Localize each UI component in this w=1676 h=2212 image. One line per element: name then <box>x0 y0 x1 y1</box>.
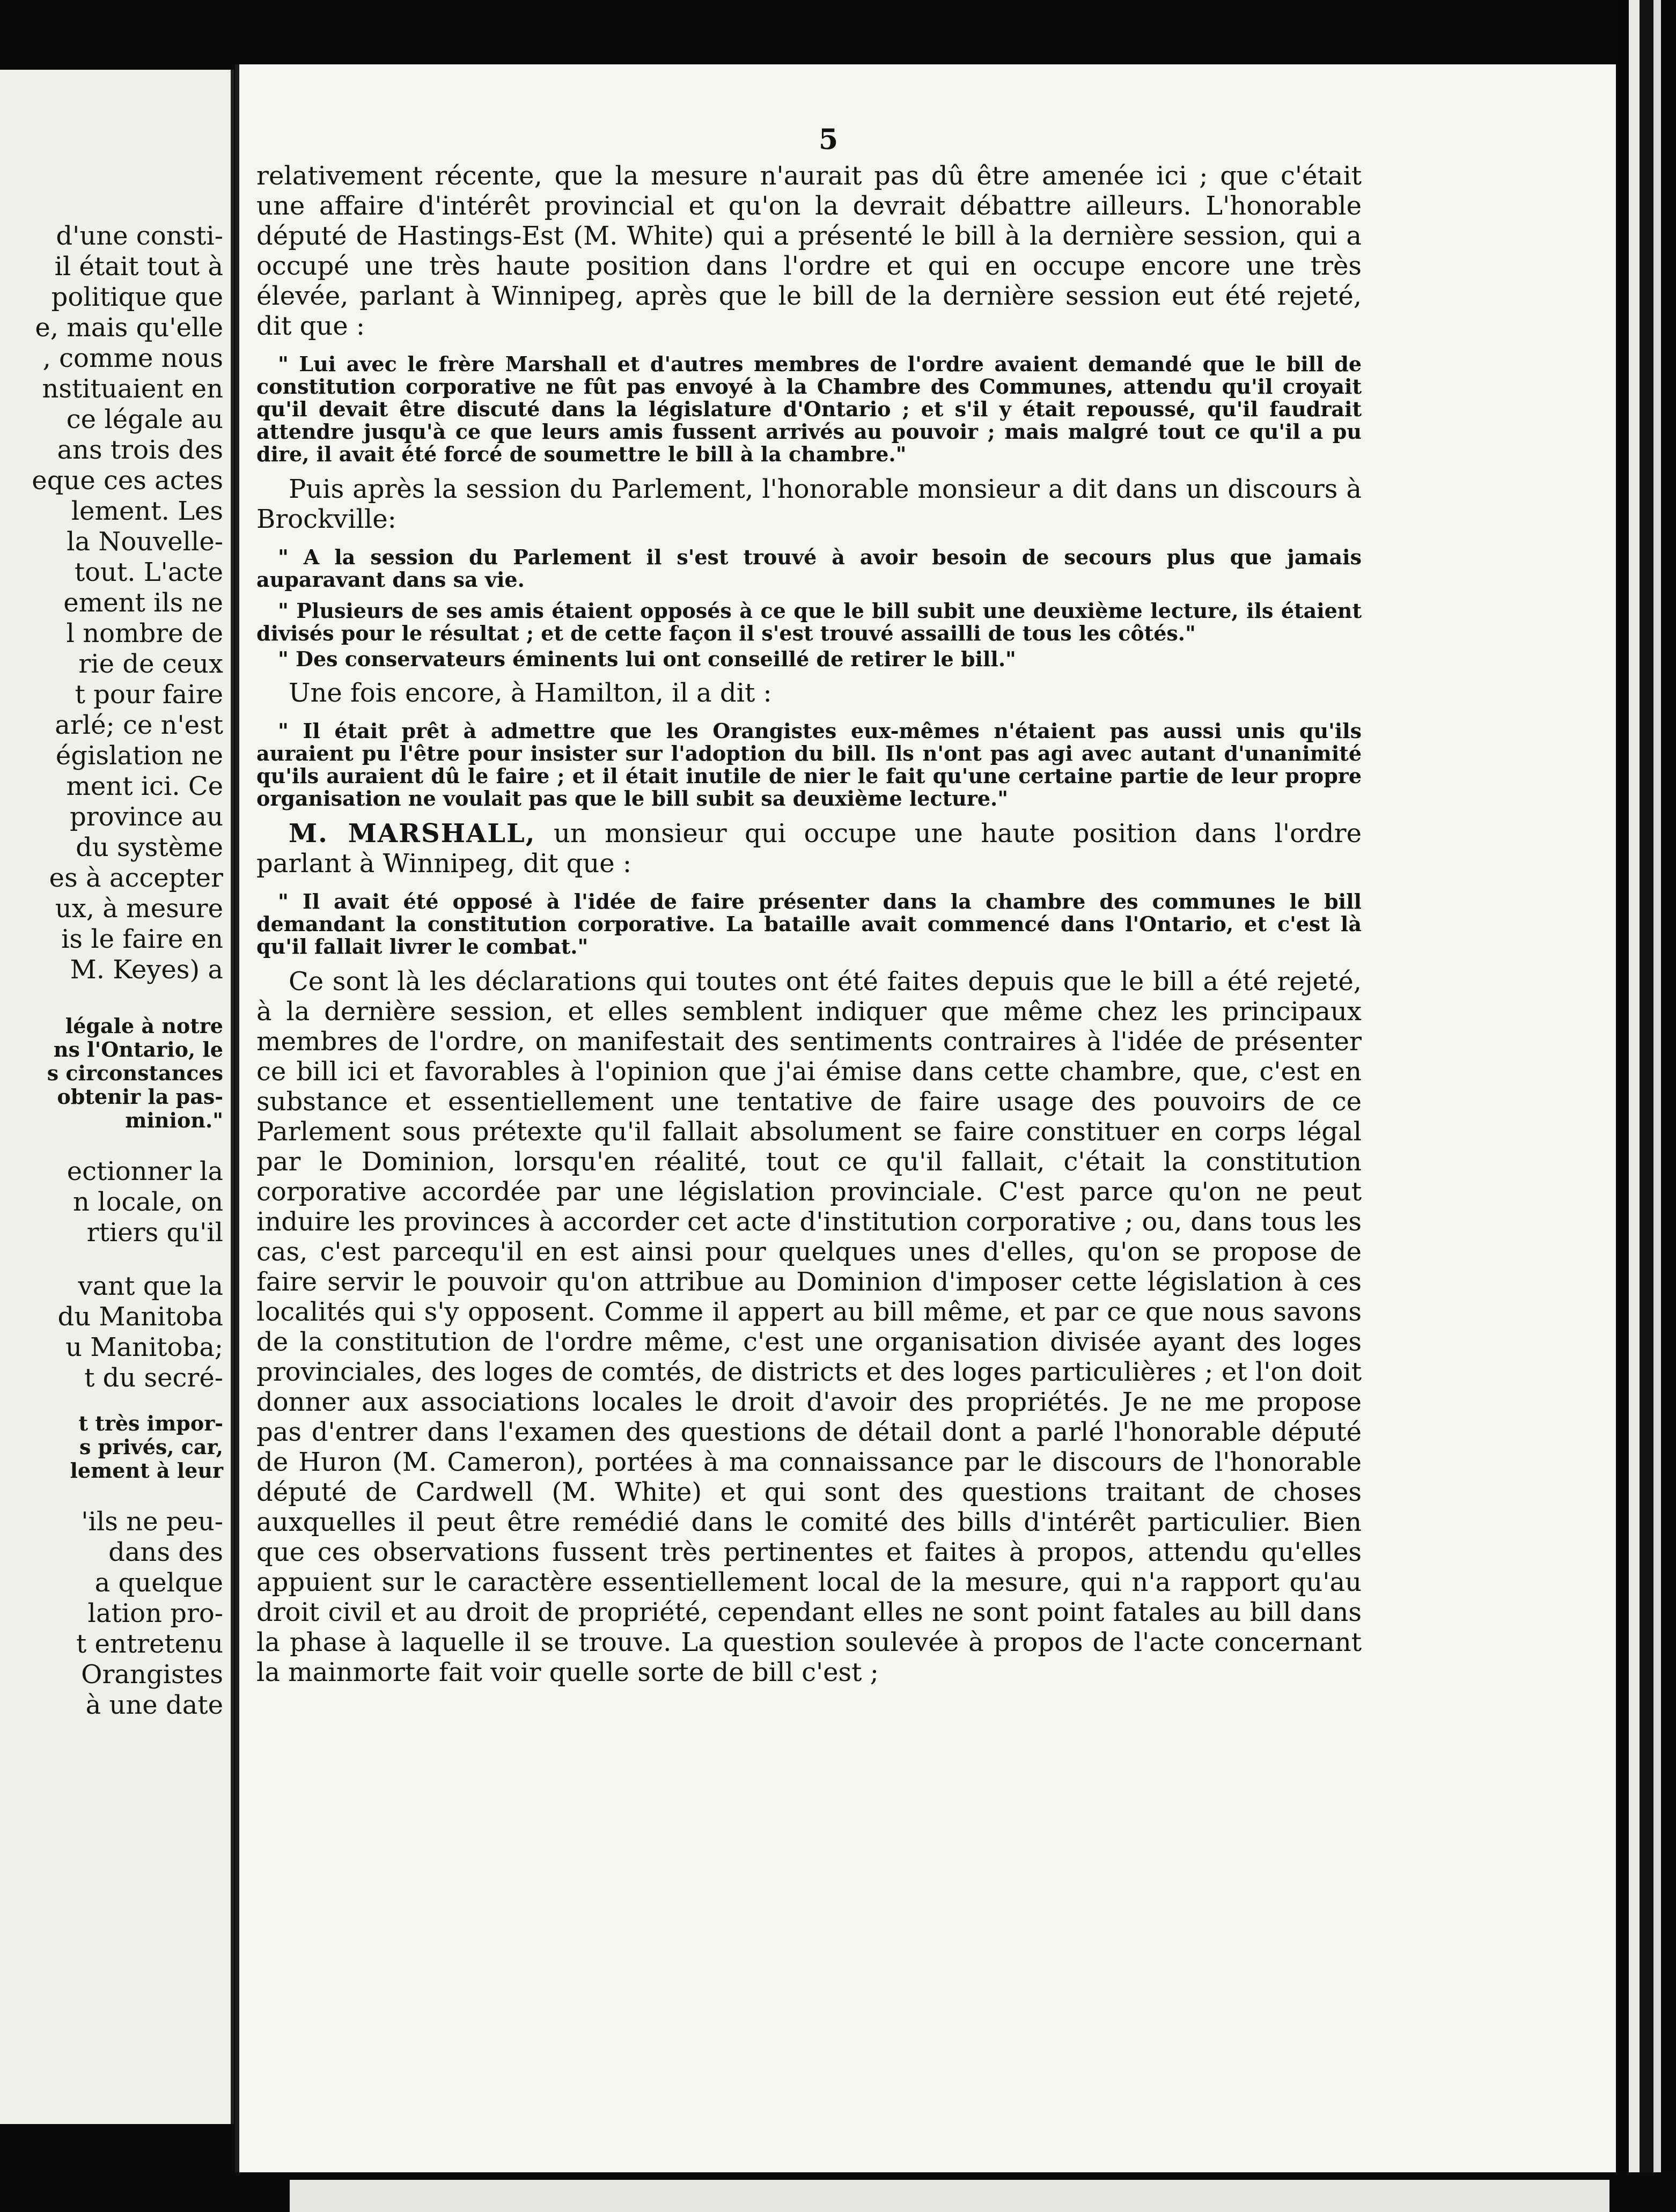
adjacent-page-text-fragment: n locale, on <box>72 1187 223 1217</box>
adjacent-page-text-fragment: t très impor- <box>78 1411 223 1435</box>
paragraph: Puis après la session du Parlement, l'honorable monsieur a dit dans un discours à Brockville: <box>256 474 1362 534</box>
quotation: " Il avait été opposé à l'idée de faire présenter dans la chambre des communes le bill demandant la constitution corporative. La bataille avait commencé dans l'Ontario, et c'est là qu'il fallait livrer le combat." <box>256 889 1362 958</box>
adjacent-page-text-fragment: du Manitoba <box>57 1302 223 1332</box>
paragraph: Une fois encore, à Hamilton, il a dit : <box>289 678 772 708</box>
adjacent-page-text-fragment: l nombre de <box>66 618 223 648</box>
adjacent-page-text-fragment: ement ils ne <box>63 588 223 618</box>
adjacent-page-text-fragment: t entretenu <box>76 1629 223 1659</box>
adjacent-page-text-fragment: ux, à mesure <box>55 894 223 924</box>
paragraph-text: un monsieur qui occupe une haute position dans l'ordre parlant à Winnipeg, dit que : <box>256 819 1362 879</box>
adjacent-page-text-fragment: égislation ne <box>55 741 223 771</box>
adjacent-page-text-fragment: lement. Les <box>71 496 223 526</box>
adjacent-page-text-fragment: rtiers qu'il <box>86 1218 223 1248</box>
adjacent-page-text-fragment: t du secré- <box>84 1363 223 1393</box>
quotation: " Des conservateurs éminents lui ont conseillé de retirer le bill." <box>278 647 1016 671</box>
adjacent-page-text-fragment: M. Keyes) a <box>70 955 223 985</box>
adjacent-page-text-fragment: ns l'Ontario, le <box>53 1037 223 1061</box>
adjacent-page-text-fragment: a quelque <box>94 1568 223 1598</box>
adjacent-page-fragment <box>0 70 234 2124</box>
adjacent-page-text-fragment: province au <box>69 802 223 832</box>
adjacent-page-text-fragment: t pour faire <box>75 680 223 710</box>
adjacent-page-text-fragment: e, mais qu'elle <box>35 313 223 343</box>
adjacent-page-text-fragment: ce légale au <box>66 404 223 434</box>
adjacent-page-text-fragment: u Manitoba; <box>65 1332 223 1362</box>
quotation: " Lui avec le frère Marshall et d'autres membres de l'ordre avaient demandé que le bill de constitution corporative ne fût pas envoyé à la Chambre des Communes, attendu qu'il croyait qu'il devait être discuté dans la législature d'Ontario ; et s'il y était repoussé, qu'il faudrait attendre jusqu'à ce que leurs amis fussent arrivés au pouvoir ; mais malgré tout ce qu'il a pu dire, il avait été forcé de soumettre le bill à la chambre." <box>256 352 1362 466</box>
adjacent-page-text-fragment: vant que la <box>78 1271 223 1301</box>
scan-border-bottom <box>0 2172 1676 2212</box>
quotation: " Il était prêt à admettre que les Orangistes eux-mêmes n'étaient pas aussi unis qu'ils auraient pu l'être pour insister sur l'adoption du bill. Ils n'ont pas agi avec autant d'unanimité qu'ils auraient dû le faire ; et il était inutile de nier le fait qu'une certaine partie de leur propre organisation ne voulait pas que le bill subit sa deuxième lecture." <box>256 719 1362 810</box>
adjacent-page-text-fragment: tout. L'acte <box>74 557 223 587</box>
speaker-name: M. MARSHALL, <box>289 819 536 849</box>
adjacent-page-text-fragment: ment ici. Ce <box>66 771 223 801</box>
quotation: " Plusieurs de ses amis étaient opposés à ce que le bill subit une deuxième lecture, ils étaient divisés pour le résultat ; et de cette façon il s'est trouvé assailli de tous les côtés." <box>256 599 1362 645</box>
adjacent-page-text-fragment: rie de ceux <box>78 649 223 679</box>
adjacent-page-text-fragment: , comme nous <box>42 343 223 373</box>
scan-border-right <box>1616 0 1676 2212</box>
adjacent-page-text-fragment: s circonstances <box>47 1061 223 1085</box>
adjacent-page-text-fragment: à une date <box>85 1690 223 1720</box>
adjacent-page-text-fragment: dans des <box>108 1537 223 1567</box>
adjacent-page-text-fragment: s privés, car, <box>79 1435 223 1459</box>
adjacent-page-text-fragment: la Nouvelle- <box>67 527 223 557</box>
paragraph <box>256 819 1362 879</box>
main-text-column <box>256 161 1362 1687</box>
adjacent-page-text-fragment: lement à leur <box>70 1458 223 1483</box>
paragraph: Ce sont là les déclarations qui toutes ont été faites depuis que le bill a été rejeté, à la dernière session, et elles semblent indiquer que même chez les principaux membres de l'ordre, on manifestait des sentiments contraires à l'idée de présenter ce bill ici et favorables à l'opinion que j'ai émise dans cette chambre, que, c'est en substance et essentiellement une tentative de faire usage des pouvoirs de ce Parlement sous prétexte qu'il fallait absolument se faire constituer en corps légal par le Dominion, lorsqu'en réalité, tout ce qu'il fallait, c'était la constitution corporative accordée par une législation provinciale. C'est parce qu'on ne peut induire les provinces à accorder cet acte d'institution corporative ; ou, dans tous les cas, c'est parcequ'il en est ainsi pour quelques unes d'elles, qu'on se propose de faire servir le pouvoir qu'on attribue au Dominion d'imposer cette législation à ces localités qui s'y opposent. Comme il appert au bill même, et par ce que nous savons de la constitution de l'ordre même, c'est une organisation divisée ayant des loges provinciales, des loges de comtés, de districts et des loges particulières ; et l'on doit donner aux associations locales le droit d'avoir des propriétés. Je ne me propose pas d'entrer dans l'examen des questions de détail dont a parlé l'honorable député de Huron (M. Cameron), portées à ma connaissance par le discours de l'honorable député de Cardwell (M. White) et qui sont des questions traitant de choses auxquelles il peut être remédié dans le comité des bills d'intérêt particulier. Bien que ces observations fussent très pertinentes et faites à propos, attendu qu'elles appuient sur le caractère essentiellement local de la mesure, qui n'a rapport qu'au droit civil et au droit de propriété, cependant elles ne sont point fatales au bill dans la phase à laquelle il se trouve. La question soulevée à propos de l'acte concernant la mainmorte fait voir quelle sorte de bill c'est ; <box>256 967 1362 1687</box>
adjacent-page-text-fragment: il était tout à <box>54 252 223 282</box>
adjacent-page-text-fragment: minion." <box>125 1108 223 1132</box>
adjacent-page-text-fragment: obtenir la pas- <box>57 1085 223 1109</box>
adjacent-page-text-fragment: lation pro- <box>87 1598 223 1628</box>
paragraph: relativement récente, que la mesure n'aurait pas dû être amenée ici ; que c'était une affaire d'intérêt provincial et qu'on la devrait débattre ailleurs. L'honorable député de Hastings-Est (M. White) qui a présenté le bill à la dernière session, qui a occupé une très haute position dans l'ordre et qui en occupe encore une très élevée, parlant à Winnipeg, après que le bill de la dernière session eut été rejeté, dit que : <box>256 161 1362 341</box>
adjacent-page-text-fragment: politique que <box>51 282 223 312</box>
adjacent-page-text-fragment: légale à notre <box>65 1014 223 1038</box>
adjacent-page-text-fragment: eque ces actes <box>32 466 223 496</box>
adjacent-page-text-fragment: Orangistes <box>81 1660 223 1690</box>
adjacent-page-text-fragment: arlé; ce n'est <box>55 710 223 740</box>
adjacent-page-text-fragment: ectionner la <box>67 1156 223 1186</box>
quotation: " A la session du Parlement il s'est trouvé à avoir besoin de secours plus que jamais auparavant dans sa vie. <box>256 545 1362 592</box>
adjacent-page-text-fragment: du système <box>76 832 223 862</box>
page-number: 5 <box>819 123 839 156</box>
adjacent-page-text-fragment: is le faire en <box>61 924 223 954</box>
adjacent-page-text-fragment: 'ils ne peu- <box>81 1507 223 1537</box>
adjacent-page-text-fragment: d'une consti- <box>56 221 223 251</box>
adjacent-page-text-fragment: ans trois des <box>57 435 223 465</box>
adjacent-page-text-fragment: es à accepter <box>49 863 223 893</box>
adjacent-page-text-fragment: nstituaient en <box>42 374 223 404</box>
